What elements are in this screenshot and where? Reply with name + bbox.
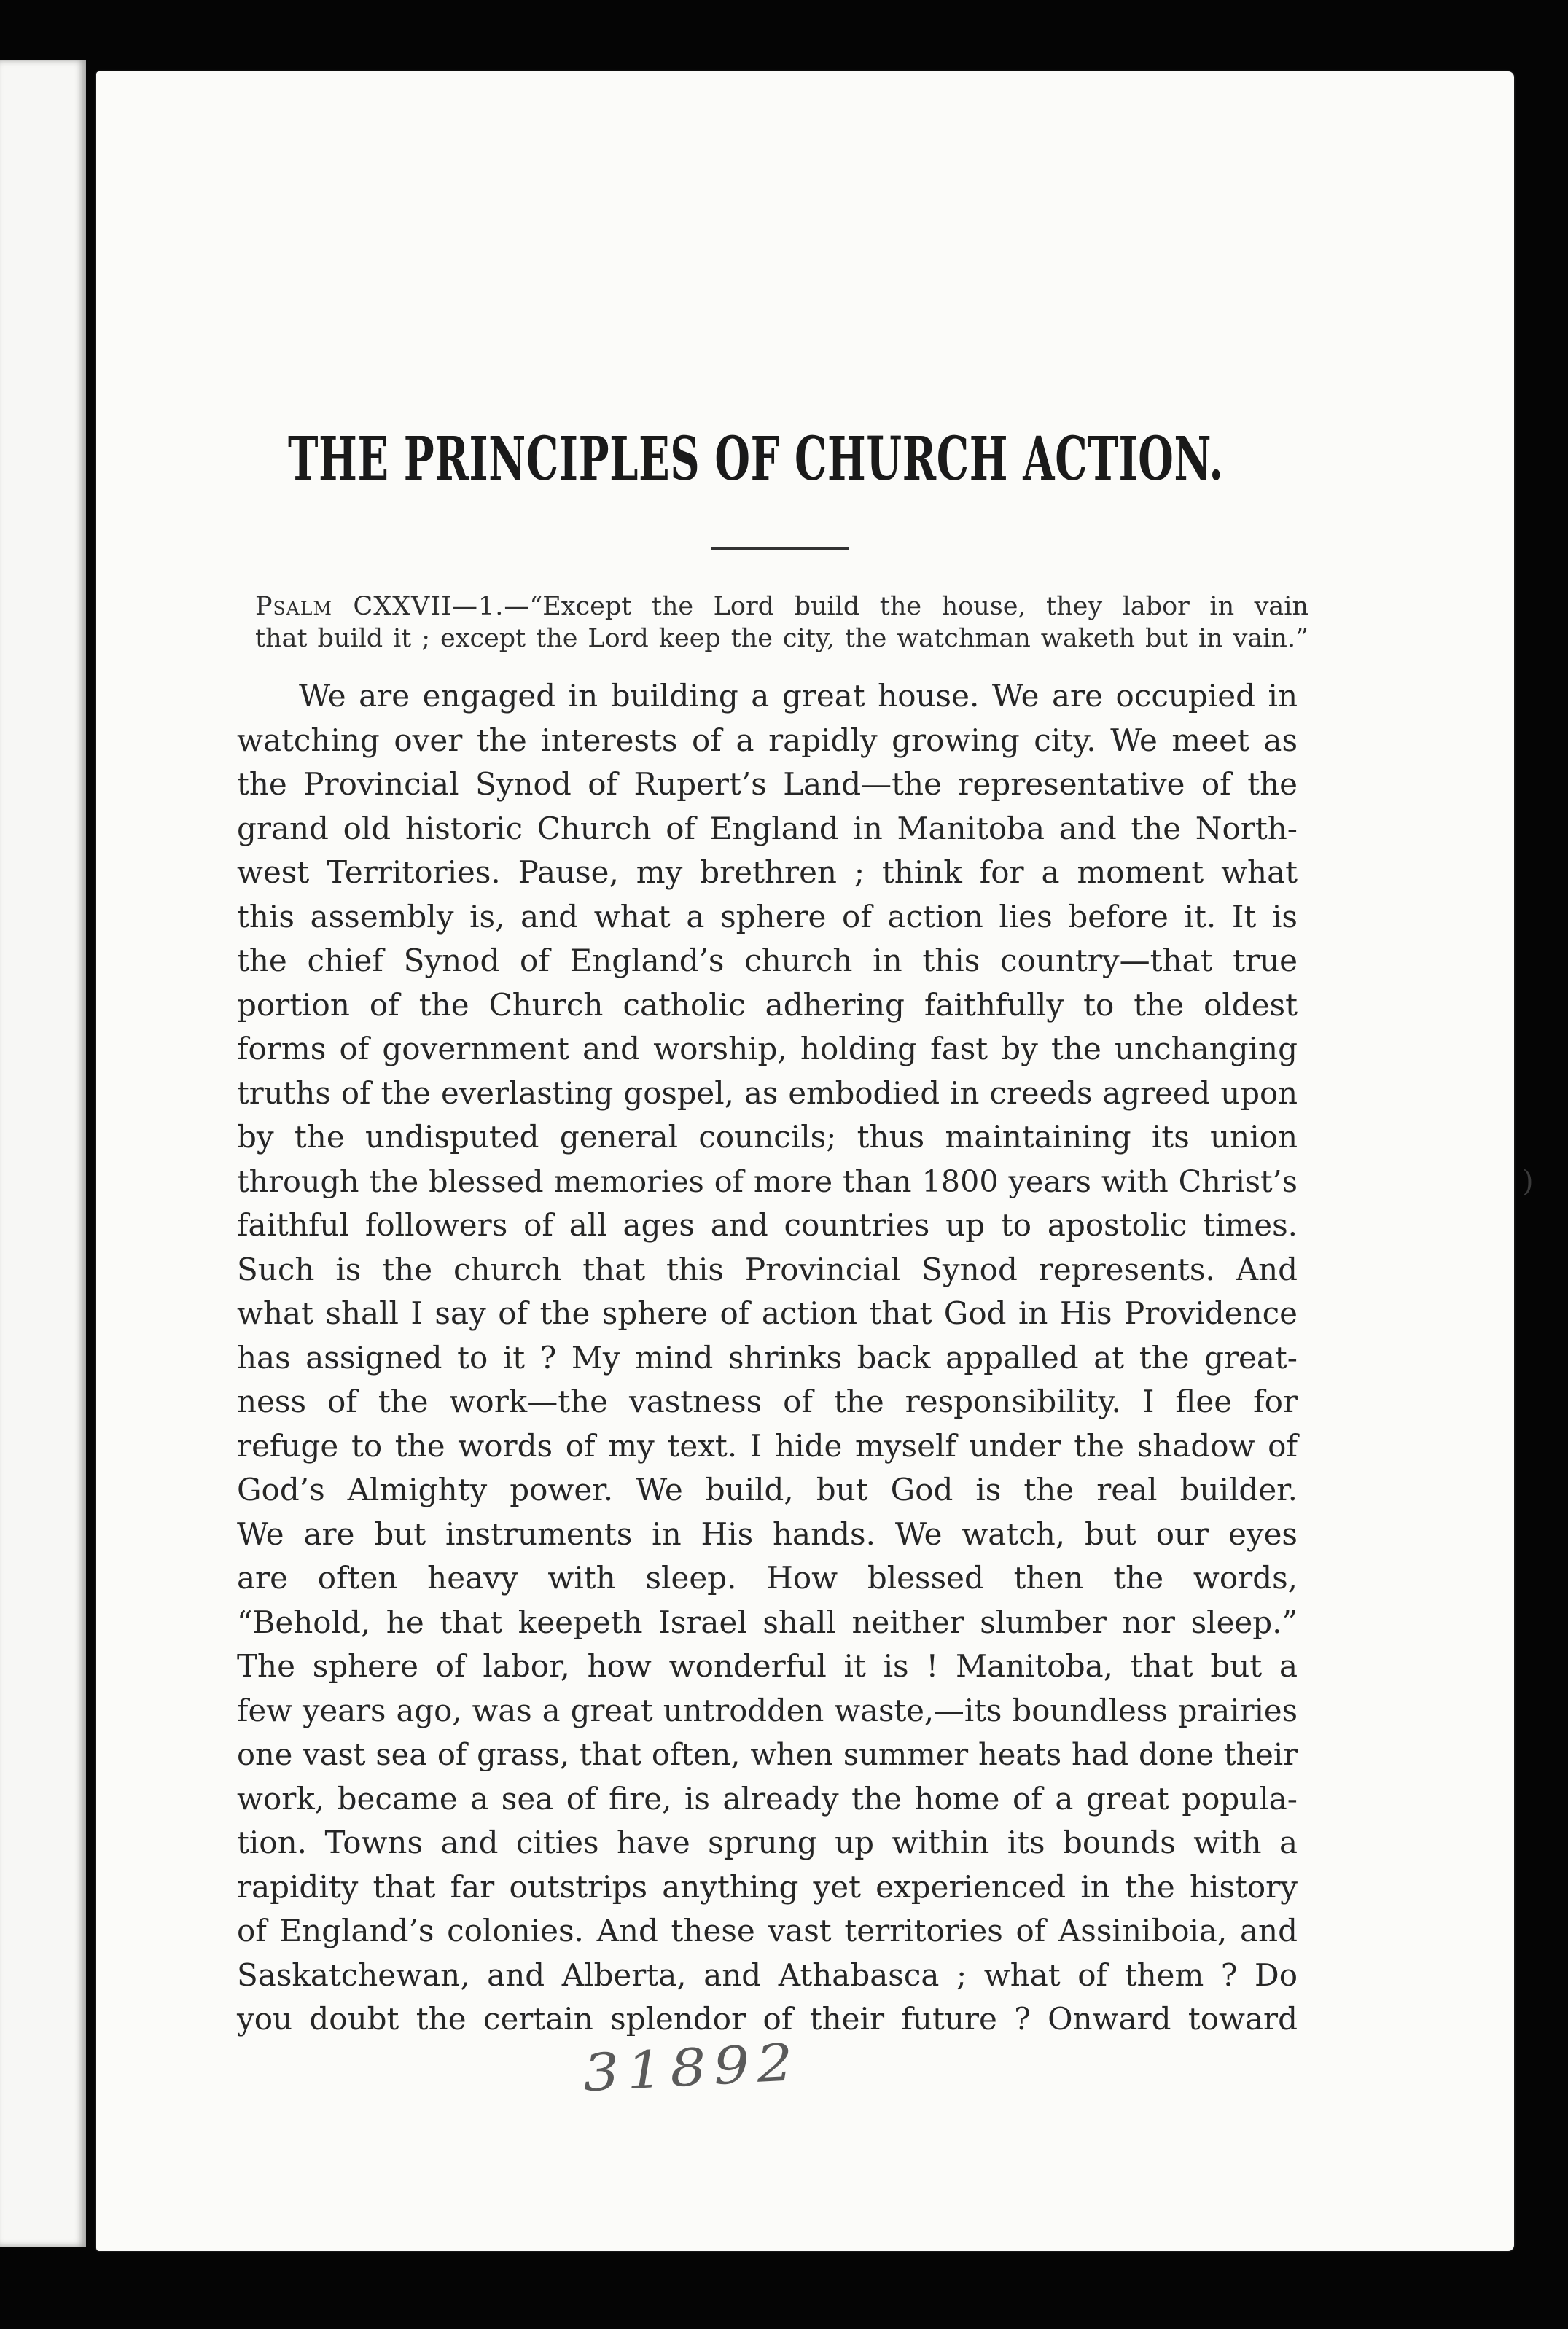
- text-line: through the blessed memories of more than 1800 years with Christ’s: [237, 1163, 1298, 1199]
- text-line: grand old historic Church of England in Manitoba and the North-: [237, 810, 1298, 846]
- epigraph-line: that build it ; except the Lord keep the city, the watchman waketh but in vain.”: [255, 624, 1308, 653]
- text-line: Saskatchewan, and Alberta, and Athabasca ; what of them ? Do: [237, 1957, 1298, 1993]
- text-line: faithful followers of all ages and countries up to apostolic times.: [237, 1207, 1298, 1243]
- text-line: by the undisputed general councils; thus maintaining its union: [237, 1119, 1298, 1155]
- text-line: has assigned to it ? My mind shrinks back appalled at the great-: [237, 1339, 1298, 1376]
- text-line: of England’s colonies. And these vast territories of Assiniboia, and: [237, 1913, 1298, 1948]
- epigraph-text: —“Except the Lord build the house, they labor in vain: [504, 592, 1308, 621]
- margin-mark: ): [1522, 1165, 1534, 1198]
- handwritten-accession-number: 31892: [581, 2032, 802, 2104]
- text-line: tion. Towns and cities have sprung up within its bounds with a: [237, 1825, 1298, 1860]
- text-line: forms of government and worship, holding fast by the unchanging: [237, 1031, 1298, 1066]
- text-line: west Territories. Pause, my brethren ; think for a moment what: [237, 854, 1298, 890]
- text-line: one vast sea of grass, that often, when summer heats had done their: [237, 1736, 1298, 1772]
- text-line: you doubt the certain splendor of their future ? Onward toward: [237, 2001, 1298, 2037]
- title-divider: [711, 547, 849, 550]
- body-text: [237, 674, 1298, 2042]
- text-line: God’s Almighty power. We build, but God is the real builder.: [237, 1472, 1298, 1507]
- text-line: watching over the interests of a rapidly growing city. We meet as: [237, 722, 1298, 758]
- text-line: this assembly is, and what a sphere of action lies before it. It is: [237, 898, 1298, 935]
- text-line: “Behold, he that keepeth Israel shall neither slumber nor sleep.”: [237, 1604, 1298, 1640]
- epigraph: [255, 590, 1308, 655]
- text-line: truths of the everlasting gospel, as embodied in creeds agreed upon: [237, 1074, 1298, 1111]
- text-line: The sphere of labor, how wonderful it is ! Manitoba, that but a: [237, 1648, 1298, 1684]
- text-line: We are engaged in building a great house. We are occupied in: [299, 678, 1298, 714]
- text-line: We are but instruments in His hands. We watch, but our eyes: [237, 1515, 1298, 1552]
- previous-page-edge: [0, 60, 86, 2247]
- text-line: few years ago, was a great untrodden waste,—its boundless prairies: [237, 1692, 1298, 1728]
- text-line: the Provincial Synod of Rupert’s Land—the representative of the: [237, 766, 1298, 802]
- text-line: Such is the church that this Provincial Synod represents. And: [237, 1251, 1298, 1287]
- text-line: rapidity that far outstrips anything yet experienced in the history: [237, 1868, 1298, 1905]
- text-line: are often heavy with sleep. How blessed then the words,: [237, 1560, 1298, 1596]
- epigraph-line: [255, 590, 1308, 623]
- text-line: ness of the work—the vastness of the responsibility. I flee for: [237, 1384, 1298, 1419]
- text-line: portion of the Church catholic adhering faithfully to the oldest: [237, 986, 1298, 1023]
- text-line: work, became a sea of fire, is already the home of a great popula-: [237, 1780, 1298, 1817]
- text-line: what shall I say of the sphere of action that God in His Providence: [237, 1295, 1298, 1331]
- text-line: refuge to the words of my text. I hide myself under the shadow of: [237, 1427, 1298, 1464]
- page-title: THE PRINCIPLES OF CHURCH ACTION.: [288, 424, 1224, 494]
- text-line: the chief Synod of England’s church in this country—that true: [237, 943, 1298, 978]
- epigraph-reference: Psalm CXXVII—1.: [255, 592, 504, 621]
